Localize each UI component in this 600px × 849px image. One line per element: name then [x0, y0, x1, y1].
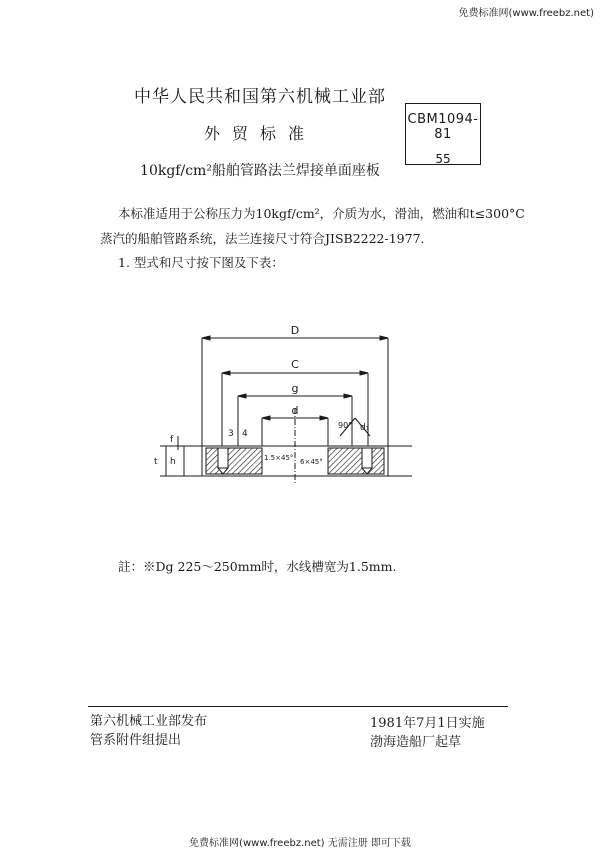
paragraph-scope: 本标准适用于公称压力为10kgf/cm²，介质为水，滑油，燃油和t≤300°C — [118, 206, 525, 221]
watermark-bottom: 免费标准网(www.freebz.net) 无需注册 即可下载 — [189, 838, 411, 849]
standard-type: 外贸标准 — [203, 124, 316, 143]
label-g: g — [291, 382, 299, 395]
standard-number: 55 — [435, 152, 451, 166]
label-angle: 90° — [338, 421, 353, 430]
label-f: f — [170, 435, 174, 445]
label-four: 4 — [242, 429, 248, 439]
watermark-top: 免费标准网(www.freebz.net) — [458, 8, 594, 19]
paragraph-type-dims: 1. 型式和尺寸按下图及下表： — [118, 255, 284, 270]
document-title: 10kgf/cm²船舶管路法兰焊接单面座板 — [140, 163, 380, 179]
issuer-line-1: 第六机械工业部发布 — [90, 714, 208, 729]
issuer-block — [90, 712, 207, 750]
footnote: 註：※Dg 225～250mm时，水线槽宽为1.5mm. — [118, 559, 397, 574]
label-three: 3 — [228, 429, 234, 439]
label-D: D — [290, 324, 300, 337]
paragraph-scope-cont: 蒸汽的船舶管路系统，法兰连接尺寸符合JISB2222-1977. — [100, 231, 425, 246]
flange-drawing — [150, 318, 420, 488]
standard-code-box — [405, 103, 481, 165]
issuer-line-2: 管系附件组提出 — [90, 733, 182, 748]
label-C: C — [291, 358, 299, 371]
impl-line-2: 渤海造船厂起草 — [370, 735, 462, 750]
label-d1: d₁ — [360, 423, 370, 433]
label-chamfer-1: 1.5×45° — [264, 454, 294, 462]
standard-code: CBM1094-81 — [407, 112, 479, 142]
impl-line-1: 1981年7月1日实施 — [370, 716, 485, 731]
label-t: t — [154, 457, 158, 467]
footer-divider — [88, 706, 508, 707]
ministry-header: 中华人民共和国第六机械工业部 — [134, 87, 386, 107]
label-chamfer-2: 6×45° — [300, 458, 323, 466]
implementation-block — [370, 714, 485, 752]
label-h: h — [170, 457, 176, 467]
label-d: d — [291, 404, 299, 417]
